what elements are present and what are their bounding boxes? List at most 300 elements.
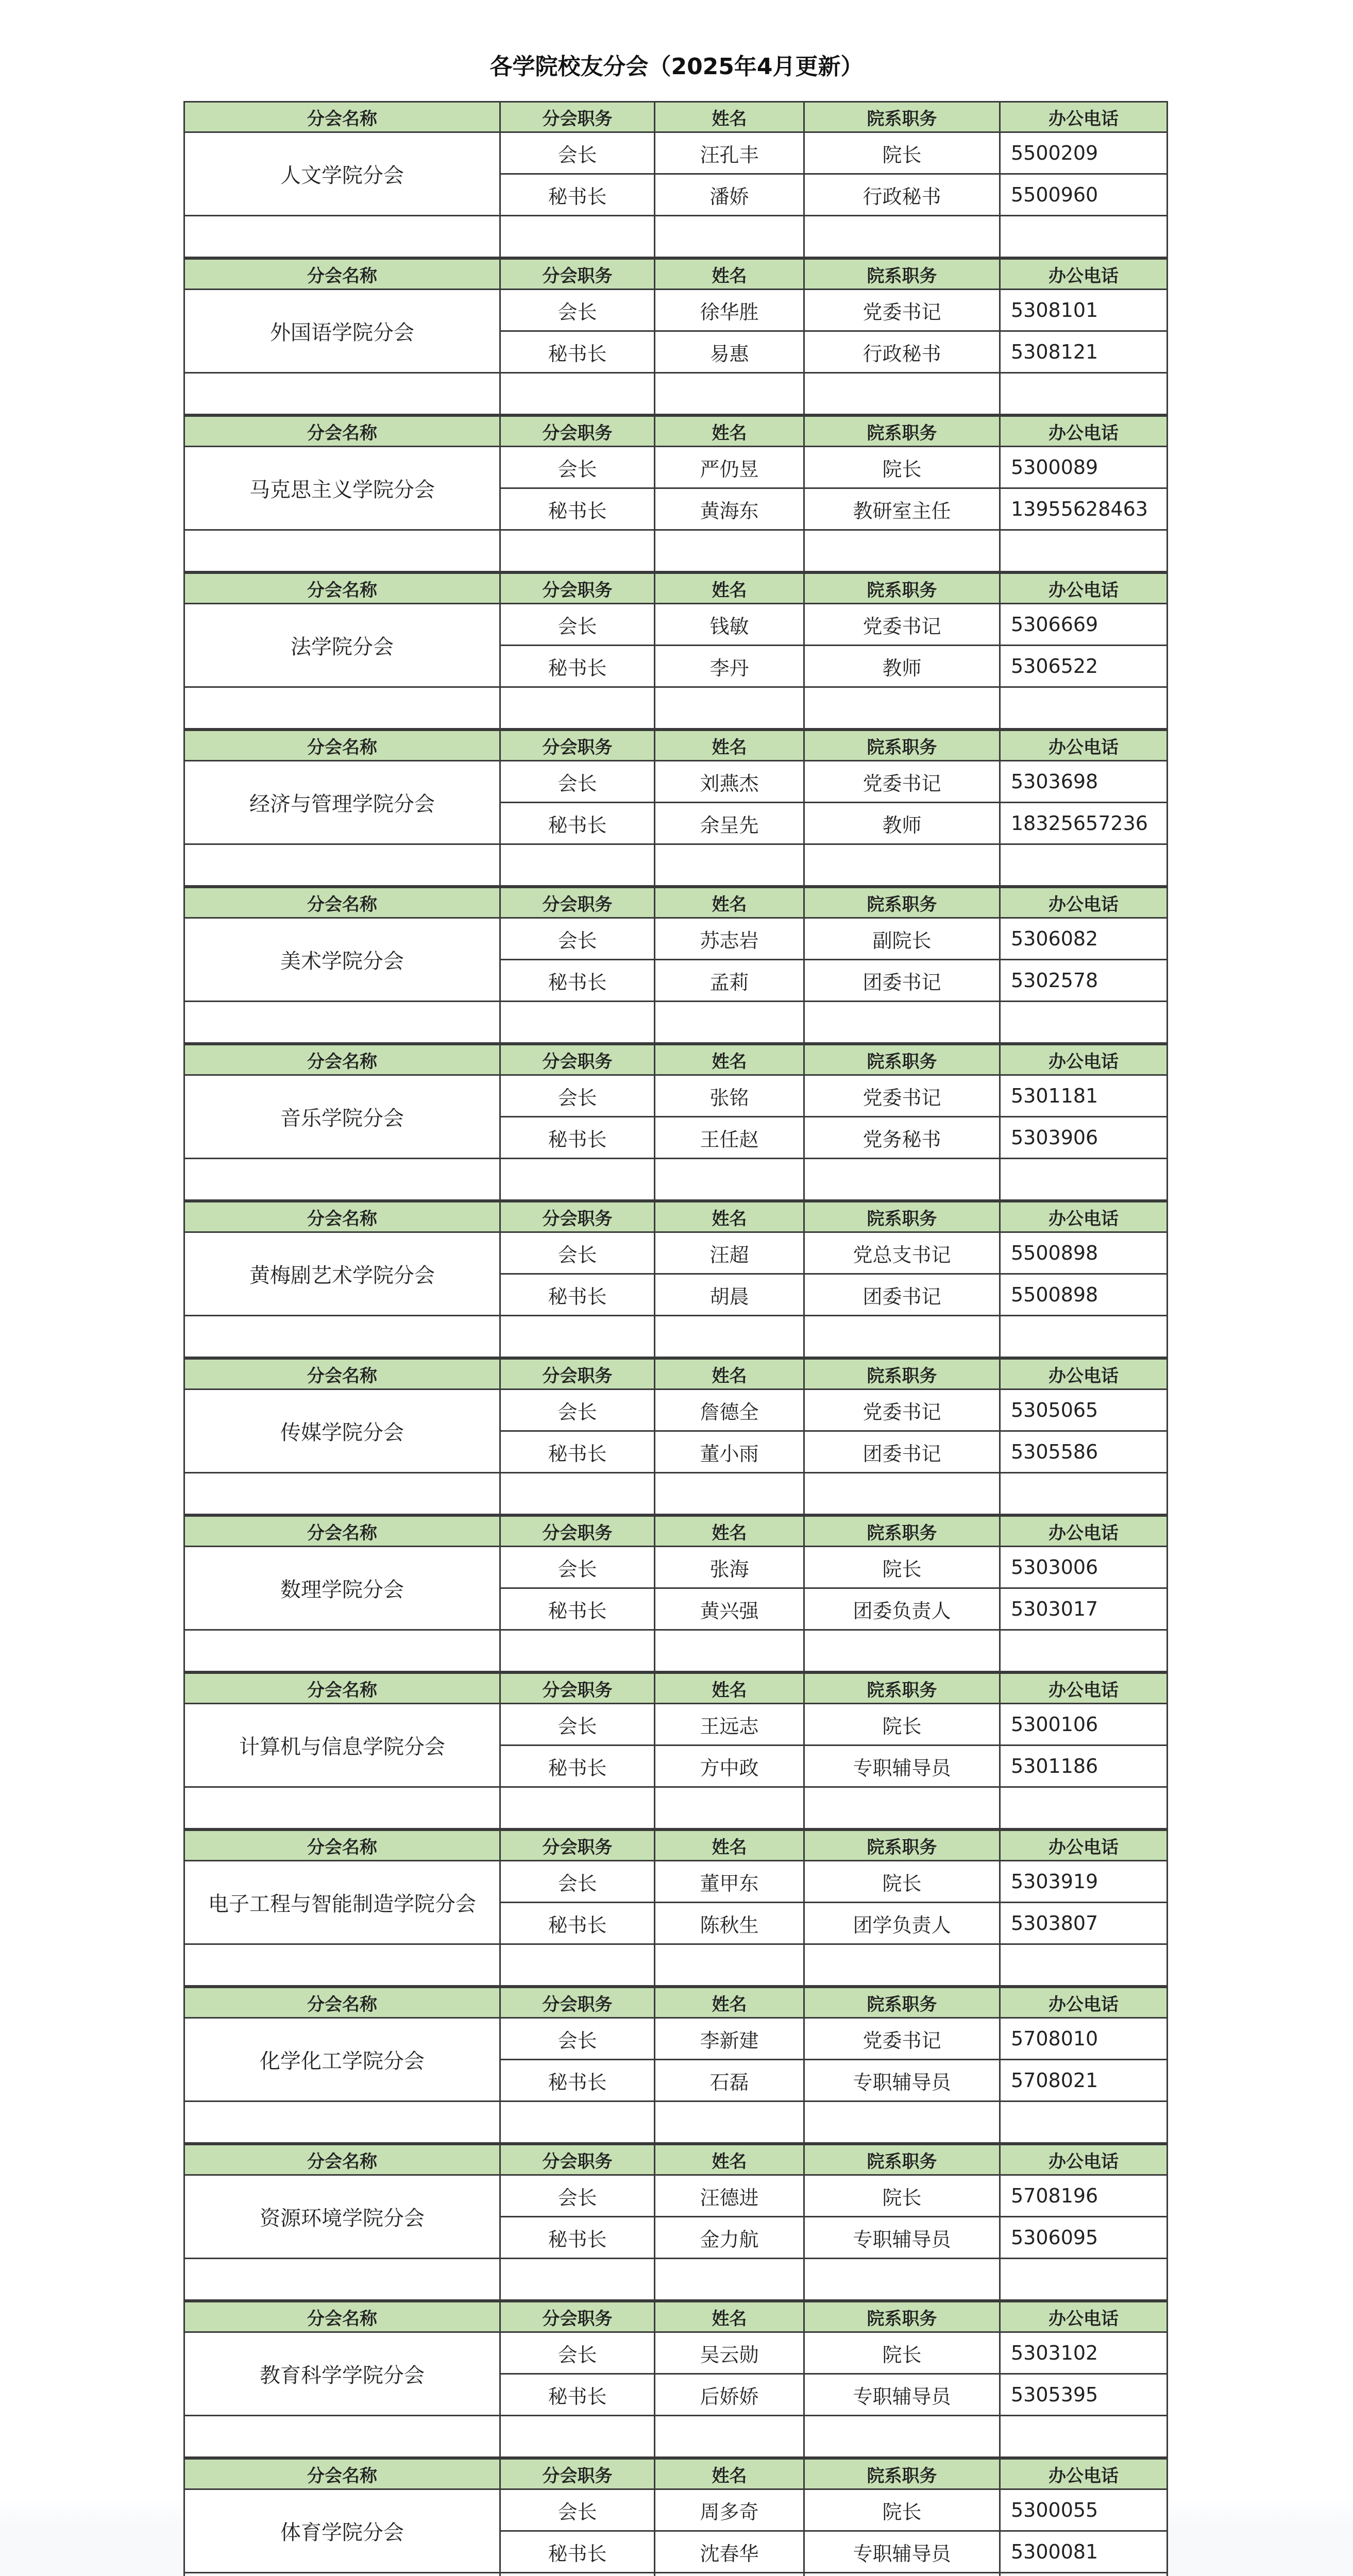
dept-role: 行政秘书 [804,331,1000,373]
empty-cell [500,2102,655,2143]
spacer-row [184,2259,1168,2300]
dept-role: 院长 [804,132,1000,174]
branch-group [183,1515,1166,1672]
branch-role: 会长 [500,2332,655,2374]
empty-cell [804,1316,1000,1358]
header-dept-role: 院系职务 [804,102,1000,132]
table-row [184,918,1168,960]
dept-role: 院长 [804,1861,1000,1903]
branch-group [183,730,1166,887]
office-phone: 5308101 [1000,290,1168,331]
header-branch-role: 分会职务 [500,731,655,761]
person-name: 方中政 [655,1745,804,1787]
header-person-name: 姓名 [655,1988,804,2018]
header-row [184,573,1168,604]
person-name: 汪超 [655,1232,804,1274]
branch-name: 人文学院分会 [184,132,500,216]
spacer-row [184,1787,1168,1829]
header-row [184,731,1168,761]
empty-cell [655,2259,804,2300]
empty-cell [184,216,500,258]
branch-role: 会长 [500,761,655,803]
branch-role: 秘书长 [500,331,655,373]
header-person-name: 姓名 [655,731,804,761]
empty-cell [500,1473,655,1515]
table-row [184,604,1168,646]
office-phone: 5708196 [1000,2175,1168,2217]
empty-cell [184,1316,500,1358]
empty-cell [1000,1944,1168,1986]
branch-table [183,1358,1168,1515]
office-phone: 5306095 [1000,2217,1168,2259]
dept-role: 专职辅导员 [804,2060,1000,2102]
empty-cell [184,2573,500,2576]
dept-role: 院长 [804,2489,1000,2531]
person-name: 黄海东 [655,488,804,530]
empty-cell [1000,2259,1168,2300]
header-dept-role: 院系职务 [804,731,1000,761]
branch-role: 秘书长 [500,1745,655,1787]
person-name: 王远志 [655,1704,804,1745]
header-branch-name: 分会名称 [184,573,500,604]
table-row [184,1547,1168,1588]
branch-role: 会长 [500,1075,655,1117]
empty-cell [184,373,500,415]
branch-role: 秘书长 [500,2217,655,2259]
person-name: 严仍昱 [655,447,804,488]
empty-cell [1000,1002,1168,1043]
empty-cell [500,1002,655,1043]
header-branch-name: 分会名称 [184,2145,500,2175]
header-dept-role: 院系职务 [804,1202,1000,1232]
branch-role: 秘书长 [500,960,655,1002]
person-name: 孟莉 [655,960,804,1002]
dept-role: 党务秘书 [804,1117,1000,1159]
header-branch-name: 分会名称 [184,1202,500,1232]
office-phone: 5708010 [1000,2018,1168,2060]
branch-role: 会长 [500,1704,655,1745]
spacer-row [184,1002,1168,1043]
dept-role: 团委书记 [804,1274,1000,1316]
empty-cell [1000,216,1168,258]
office-phone: 5500209 [1000,132,1168,174]
header-branch-role: 分会职务 [500,2459,655,2489]
person-name: 刘燕杰 [655,761,804,803]
branch-group [183,1987,1166,2144]
spacer-row [184,1944,1168,1986]
branch-group [183,415,1166,572]
dept-role: 党委书记 [804,2018,1000,2060]
empty-cell [804,1787,1000,1829]
empty-cell [184,2102,500,2143]
empty-cell [804,1944,1000,1986]
person-name: 胡晨 [655,1274,804,1316]
empty-cell [804,373,1000,415]
empty-cell [1000,1473,1168,1515]
empty-cell [500,373,655,415]
table-row [184,132,1168,174]
empty-cell [655,1787,804,1829]
empty-cell [184,1159,500,1200]
office-phone: 5301186 [1000,1745,1168,1787]
header-row [184,2459,1168,2489]
dept-role: 团委书记 [804,1431,1000,1473]
header-branch-name: 分会名称 [184,1045,500,1075]
header-office-phone: 办公电话 [1000,1673,1168,1704]
spacer-row [184,2416,1168,2458]
branch-table [183,1672,1168,1829]
table-row [184,761,1168,803]
branch-role: 会长 [500,1861,655,1903]
person-name: 余呈先 [655,803,804,844]
branch-group [183,1358,1166,1515]
person-name: 董甲东 [655,1861,804,1903]
empty-cell [655,373,804,415]
office-phone: 5303807 [1000,1903,1168,1944]
spacer-row [184,1316,1168,1358]
empty-cell [655,216,804,258]
header-office-phone: 办公电话 [1000,2145,1168,2175]
empty-cell [1000,1316,1168,1358]
office-phone: 5305586 [1000,1431,1168,1473]
person-name: 汪孔丰 [655,132,804,174]
branch-table [183,258,1168,415]
dept-role: 党委书记 [804,604,1000,646]
header-person-name: 姓名 [655,1359,804,1389]
office-phone: 5301181 [1000,1075,1168,1117]
empty-cell [655,530,804,572]
office-phone: 5305065 [1000,1389,1168,1431]
branch-role: 秘书长 [500,174,655,216]
header-branch-role: 分会职务 [500,1673,655,1704]
header-person-name: 姓名 [655,888,804,918]
branch-name: 资源环境学院分会 [184,2175,500,2259]
header-person-name: 姓名 [655,1516,804,1547]
branch-role: 会长 [500,1232,655,1274]
branch-name: 传媒学院分会 [184,1389,500,1473]
header-dept-role: 院系职务 [804,1359,1000,1389]
dept-role: 团学负责人 [804,1903,1000,1944]
table-row [184,2332,1168,2374]
header-person-name: 姓名 [655,416,804,447]
dept-role: 专职辅导员 [804,2217,1000,2259]
spacer-row [184,216,1168,258]
branch-role: 会长 [500,918,655,960]
person-name: 张铭 [655,1075,804,1117]
branch-role: 秘书长 [500,1274,655,1316]
header-row [184,416,1168,447]
header-office-phone: 办公电话 [1000,731,1168,761]
header-dept-role: 院系职务 [804,1831,1000,1861]
office-phone: 5305395 [1000,2374,1168,2416]
header-dept-role: 院系职务 [804,2459,1000,2489]
empty-cell [804,216,1000,258]
empty-cell [804,1473,1000,1515]
branch-table [183,1987,1168,2144]
header-branch-role: 分会职务 [500,1831,655,1861]
branch-table [183,1201,1168,1358]
empty-cell [500,530,655,572]
branch-name: 音乐学院分会 [184,1075,500,1159]
branch-table [183,1829,1168,1987]
empty-cell [655,1473,804,1515]
branch-role: 会长 [500,132,655,174]
header-person-name: 姓名 [655,573,804,604]
office-phone: 5308121 [1000,331,1168,373]
branch-role: 会长 [500,2175,655,2217]
branch-group [183,101,1166,258]
header-office-phone: 办公电话 [1000,1988,1168,2018]
person-name: 沈春华 [655,2531,804,2573]
header-office-phone: 办公电话 [1000,2302,1168,2332]
spacer-row [184,2102,1168,2143]
header-row [184,259,1168,290]
branch-table [183,2301,1168,2458]
office-phone: 5303919 [1000,1861,1168,1903]
empty-cell [655,844,804,886]
table-row [184,2175,1168,2217]
header-row [184,102,1168,132]
empty-cell [500,2259,655,2300]
empty-cell [184,1473,500,1515]
branch-name: 化学化工学院分会 [184,2018,500,2102]
office-phone: 5708021 [1000,2060,1168,2102]
branch-name: 体育学院分会 [184,2489,500,2573]
dept-role: 院长 [804,1547,1000,1588]
header-office-phone: 办公电话 [1000,1359,1168,1389]
header-person-name: 姓名 [655,2459,804,2489]
header-branch-name: 分会名称 [184,1359,500,1389]
branch-table [183,415,1168,572]
empty-cell [500,1316,655,1358]
branch-role: 会长 [500,1389,655,1431]
dept-role: 教师 [804,646,1000,687]
table-row [184,1232,1168,1274]
header-person-name: 姓名 [655,259,804,290]
person-name: 苏志岩 [655,918,804,960]
empty-cell [655,1159,804,1200]
empty-cell [500,2416,655,2458]
table-row [184,290,1168,331]
office-phone: 13955628463 [1000,488,1168,530]
empty-cell [804,530,1000,572]
empty-cell [655,1630,804,1672]
branch-role: 秘书长 [500,488,655,530]
person-name: 詹德全 [655,1389,804,1431]
branch-group [183,2144,1166,2301]
header-person-name: 姓名 [655,2145,804,2175]
branch-role: 会长 [500,2489,655,2531]
header-branch-role: 分会职务 [500,2302,655,2332]
person-name: 石磊 [655,2060,804,2102]
dept-role: 党委书记 [804,761,1000,803]
office-phone: 5303006 [1000,1547,1168,1588]
header-office-phone: 办公电话 [1000,102,1168,132]
spacer-row [184,373,1168,415]
header-office-phone: 办公电话 [1000,1045,1168,1075]
table-row [184,2018,1168,2060]
header-branch-role: 分会职务 [500,1988,655,2018]
empty-cell [804,687,1000,729]
empty-cell [500,1787,655,1829]
branch-role: 会长 [500,290,655,331]
office-phone: 5300055 [1000,2489,1168,2531]
header-branch-role: 分会职务 [500,1516,655,1547]
branch-name: 电子工程与智能制造学院分会 [184,1861,500,1944]
office-phone: 5303906 [1000,1117,1168,1159]
empty-cell [184,844,500,886]
header-row [184,1988,1168,2018]
dept-role: 专职辅导员 [804,2531,1000,2573]
header-row [184,2145,1168,2175]
branch-name: 教育科学学院分会 [184,2332,500,2416]
header-office-phone: 办公电话 [1000,1831,1168,1861]
branch-role: 秘书长 [500,2531,655,2573]
person-name: 陈秋生 [655,1903,804,1944]
table-row [184,1389,1168,1431]
branch-role: 秘书长 [500,1588,655,1630]
dept-role: 党委书记 [804,290,1000,331]
table-row [184,2489,1168,2531]
office-phone: 5306669 [1000,604,1168,646]
header-row [184,1516,1168,1547]
empty-cell [184,1944,500,1986]
office-phone: 5500898 [1000,1274,1168,1316]
dept-role: 党委书记 [804,1389,1000,1431]
dept-role: 教研室主任 [804,488,1000,530]
header-row [184,1202,1168,1232]
header-branch-role: 分会职务 [500,1045,655,1075]
dept-role: 院长 [804,1704,1000,1745]
header-dept-role: 院系职务 [804,888,1000,918]
dept-role: 教师 [804,803,1000,844]
header-office-phone: 办公电话 [1000,1516,1168,1547]
office-phone: 5306082 [1000,918,1168,960]
person-name: 徐华胜 [655,290,804,331]
branch-table [183,730,1168,887]
dept-role: 党委书记 [804,1075,1000,1117]
header-branch-name: 分会名称 [184,102,500,132]
branch-group [183,1672,1166,1829]
header-row [184,1831,1168,1861]
branch-role: 会长 [500,447,655,488]
empty-cell [804,2259,1000,2300]
branch-role: 秘书长 [500,1431,655,1473]
header-branch-role: 分会职务 [500,1202,655,1232]
header-branch-name: 分会名称 [184,416,500,447]
branch-name: 美术学院分会 [184,918,500,1002]
empty-cell [1000,1630,1168,1672]
branch-table [183,1515,1168,1672]
branch-role: 秘书长 [500,646,655,687]
branch-group [183,572,1166,730]
branch-table [183,2458,1168,2576]
header-branch-role: 分会职务 [500,888,655,918]
table-row [184,447,1168,488]
office-phone: 5306522 [1000,646,1168,687]
branch-role: 秘书长 [500,2374,655,2416]
person-name: 李丹 [655,646,804,687]
dept-role: 院长 [804,2332,1000,2374]
empty-cell [500,1159,655,1200]
dept-role: 专职辅导员 [804,2374,1000,2416]
office-phone: 18325657236 [1000,803,1168,844]
empty-cell [1000,2416,1168,2458]
office-phone: 5303017 [1000,1588,1168,1630]
header-dept-role: 院系职务 [804,573,1000,604]
empty-cell [500,844,655,886]
empty-cell [1000,373,1168,415]
branch-table [183,1044,1168,1201]
header-branch-name: 分会名称 [184,1516,500,1547]
header-dept-role: 院系职务 [804,259,1000,290]
branch-name: 经济与管理学院分会 [184,761,500,844]
header-branch-role: 分会职务 [500,2145,655,2175]
person-name: 董小雨 [655,1431,804,1473]
empty-cell [500,1630,655,1672]
branch-group [183,1201,1166,1358]
person-name: 张海 [655,1547,804,1588]
header-dept-role: 院系职务 [804,2145,1000,2175]
header-dept-role: 院系职务 [804,1045,1000,1075]
header-row [184,1673,1168,1704]
empty-cell [1000,687,1168,729]
branch-table [183,101,1168,258]
spacer-row [184,1473,1168,1515]
page-title: 各学院校友分会（2025年4月更新） [489,54,864,80]
empty-cell [655,2416,804,2458]
person-name: 李新建 [655,2018,804,2060]
header-office-phone: 办公电话 [1000,2459,1168,2489]
branch-group [183,2301,1166,2458]
office-phone: 5500960 [1000,174,1168,216]
spacer-row [184,1630,1168,1672]
person-name: 汪德进 [655,2175,804,2217]
branch-name: 数理学院分会 [184,1547,500,1630]
dept-role: 副院长 [804,918,1000,960]
table-row [184,1861,1168,1903]
header-office-phone: 办公电话 [1000,416,1168,447]
empty-cell [655,1944,804,1986]
empty-cell [500,2573,655,2576]
empty-cell [804,1002,1000,1043]
office-phone: 5300081 [1000,2531,1168,2573]
branch-role: 秘书长 [500,1903,655,1944]
empty-cell [184,1787,500,1829]
branch-group [183,258,1166,415]
empty-cell [184,1002,500,1043]
branch-group [183,887,1166,1044]
header-row [184,2302,1168,2332]
person-name: 吴云勋 [655,2332,804,2374]
spacer-row [184,844,1168,886]
empty-cell [1000,530,1168,572]
dept-role: 院长 [804,2175,1000,2217]
empty-cell [655,1002,804,1043]
header-person-name: 姓名 [655,1045,804,1075]
branch-list [183,101,1166,2576]
branch-name: 马克思主义学院分会 [184,447,500,530]
header-person-name: 姓名 [655,2302,804,2332]
empty-cell [655,687,804,729]
header-branch-name: 分会名称 [184,888,500,918]
header-row [184,1359,1168,1389]
branch-role: 秘书长 [500,2060,655,2102]
empty-cell [500,687,655,729]
empty-cell [1000,2573,1168,2576]
header-person-name: 姓名 [655,1202,804,1232]
person-name: 王任赵 [655,1117,804,1159]
